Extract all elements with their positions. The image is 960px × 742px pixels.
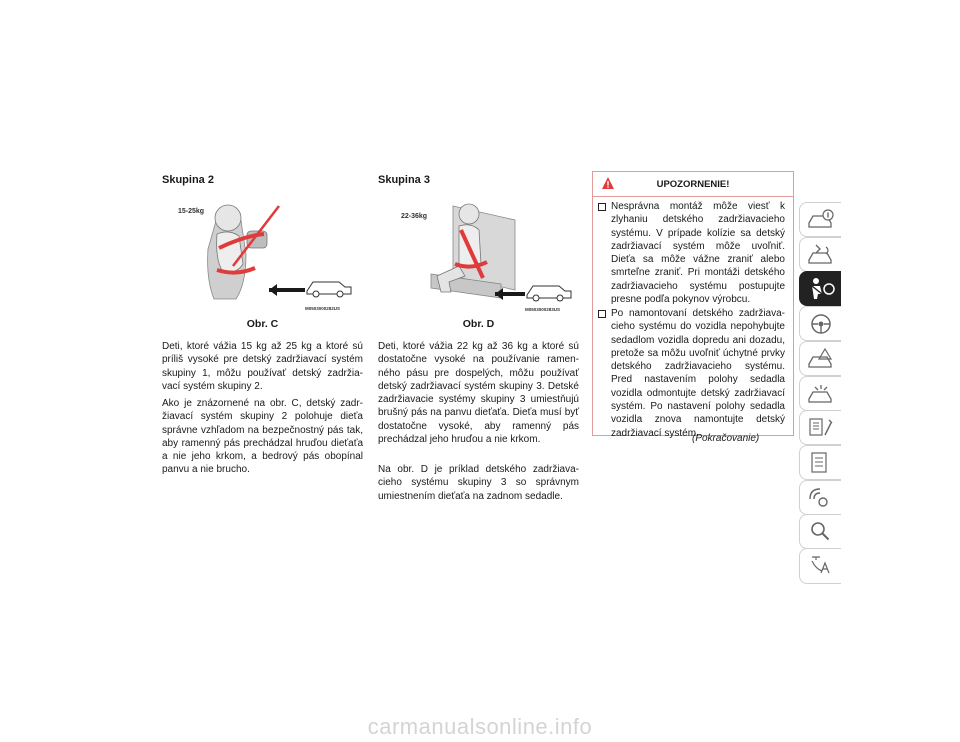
tab-vehicle-info[interactable] — [799, 202, 841, 237]
warning-title: UPOZORNENIE! — [656, 179, 730, 190]
figure-d-code: M0503000283US — [525, 307, 561, 312]
tab-maintenance[interactable] — [799, 410, 841, 445]
group2-paragraph-1: Deti, ktoré vážia 15 kg až 25 kg a ktoré sú príliš vysoké pre detský zadržiavací systém skupiny 1, môžu používať detský zadržia-vací systém skupiny 2. — [162, 341, 363, 392]
warning-item — [598, 307, 785, 440]
figure-c-code: M0503000282US — [305, 306, 341, 311]
group3-paragraph-2: Na obr. D je príklad detského zadržiava-cieho systému skupiny 3 so správnym umiestnením dieťaťa na zadnom sedadle. — [378, 464, 579, 502]
warning-item — [598, 200, 785, 306]
watermark: carmanualsonline.info — [367, 714, 593, 739]
tab-emergency[interactable] — [799, 376, 841, 411]
steering-wheel-icon — [806, 311, 836, 336]
car-warning-icon — [806, 346, 836, 371]
section-heading-group3: Skupina 3 — [378, 174, 430, 186]
tab-index[interactable] — [799, 514, 841, 549]
figure-d-weight-label: 22-36kg — [401, 213, 428, 220]
index-search-icon — [806, 519, 836, 544]
bullet-square-icon — [598, 310, 606, 318]
tab-specifications[interactable] — [799, 445, 841, 480]
car-info-icon — [806, 207, 836, 232]
airbag-seatbelt-icon — [806, 276, 836, 301]
warning-header — [593, 172, 793, 197]
specifications-icon — [806, 450, 836, 475]
figure-c — [173, 194, 363, 312]
tab-getting-started[interactable] — [799, 237, 841, 272]
tab-languages[interactable] — [799, 548, 841, 584]
warning-item-text: Nesprávna montáž môže viesť k zlyhaniu detského zadržiavacieho systému. V prípade kolízie sa detský zadržiavací systém môže uvoľniť. Dieťa sa môže vážne zraniť alebo smrteľne zraniť. Pri montáži detského zadržiavacieho systému postupujte presne podľa pokynov výrobcu. — [611, 201, 785, 306]
continued-note: (Pokračovanie) — [692, 433, 760, 444]
tab-driving[interactable] — [799, 306, 841, 341]
car-emergency-icon — [806, 381, 836, 406]
figure-d-caption: Obr. D — [462, 318, 495, 330]
figure-c-caption: Obr. C — [246, 318, 279, 330]
warning-item-text: Po namontovaní detského zadržiava-cieho systému do vozidla nepohybujte sedadlom vozidla dopredu ani dozadu, pretože sa môžu uvoľniť úchytné prvky detského zadržiavacieho systému. Pred nastavením polohy sedadla vozidla odmontujte detský zadržiavací systém. Po nastavení polohy sedadla vozidla znova namontujte detský zadržiavací systém. — [611, 308, 785, 439]
figure-d — [393, 194, 583, 312]
group2-paragraph-2: Ako je znázornené na obr. C, detský zadr-žiavací systém skupiny 2 polohuje dieťa správne vzhľadom na bezpečnostný pás tak, aby ramenný pás prechádzal hruďou dieťaťa a nie jeho krkom, a bedrový pás obopínal panvu a nie brucho. — [162, 398, 363, 476]
car-start-icon — [806, 242, 836, 267]
tab-warning-lights[interactable] — [799, 341, 841, 376]
tab-multimedia[interactable] — [799, 480, 841, 515]
group3-paragraph-1: Deti, ktoré vážia 22 kg až 36 kg a ktoré sú dostatočne vysoké na používanie ramen-ného pásu pre dospelých, môžu používať detský zadržiavací systém skupiny 3. Detské zadržiavacie systémy skupiny 3 umiestňujú brušný pás na panvu dieťaťa. Dieťa musí byť dostatočne vysoké, aby ramenný pás prechádzal jeho hruďou a nie krkom. — [378, 341, 579, 446]
language-icon — [806, 553, 836, 578]
bullet-square-icon — [598, 203, 606, 211]
section-heading-group2: Skupina 2 — [162, 174, 214, 186]
tab-safety[interactable] — [799, 271, 841, 306]
multimedia-icon — [806, 485, 836, 510]
tools-maintenance-icon — [806, 415, 836, 440]
figure-c-weight-label: 15-25kg — [178, 208, 205, 215]
